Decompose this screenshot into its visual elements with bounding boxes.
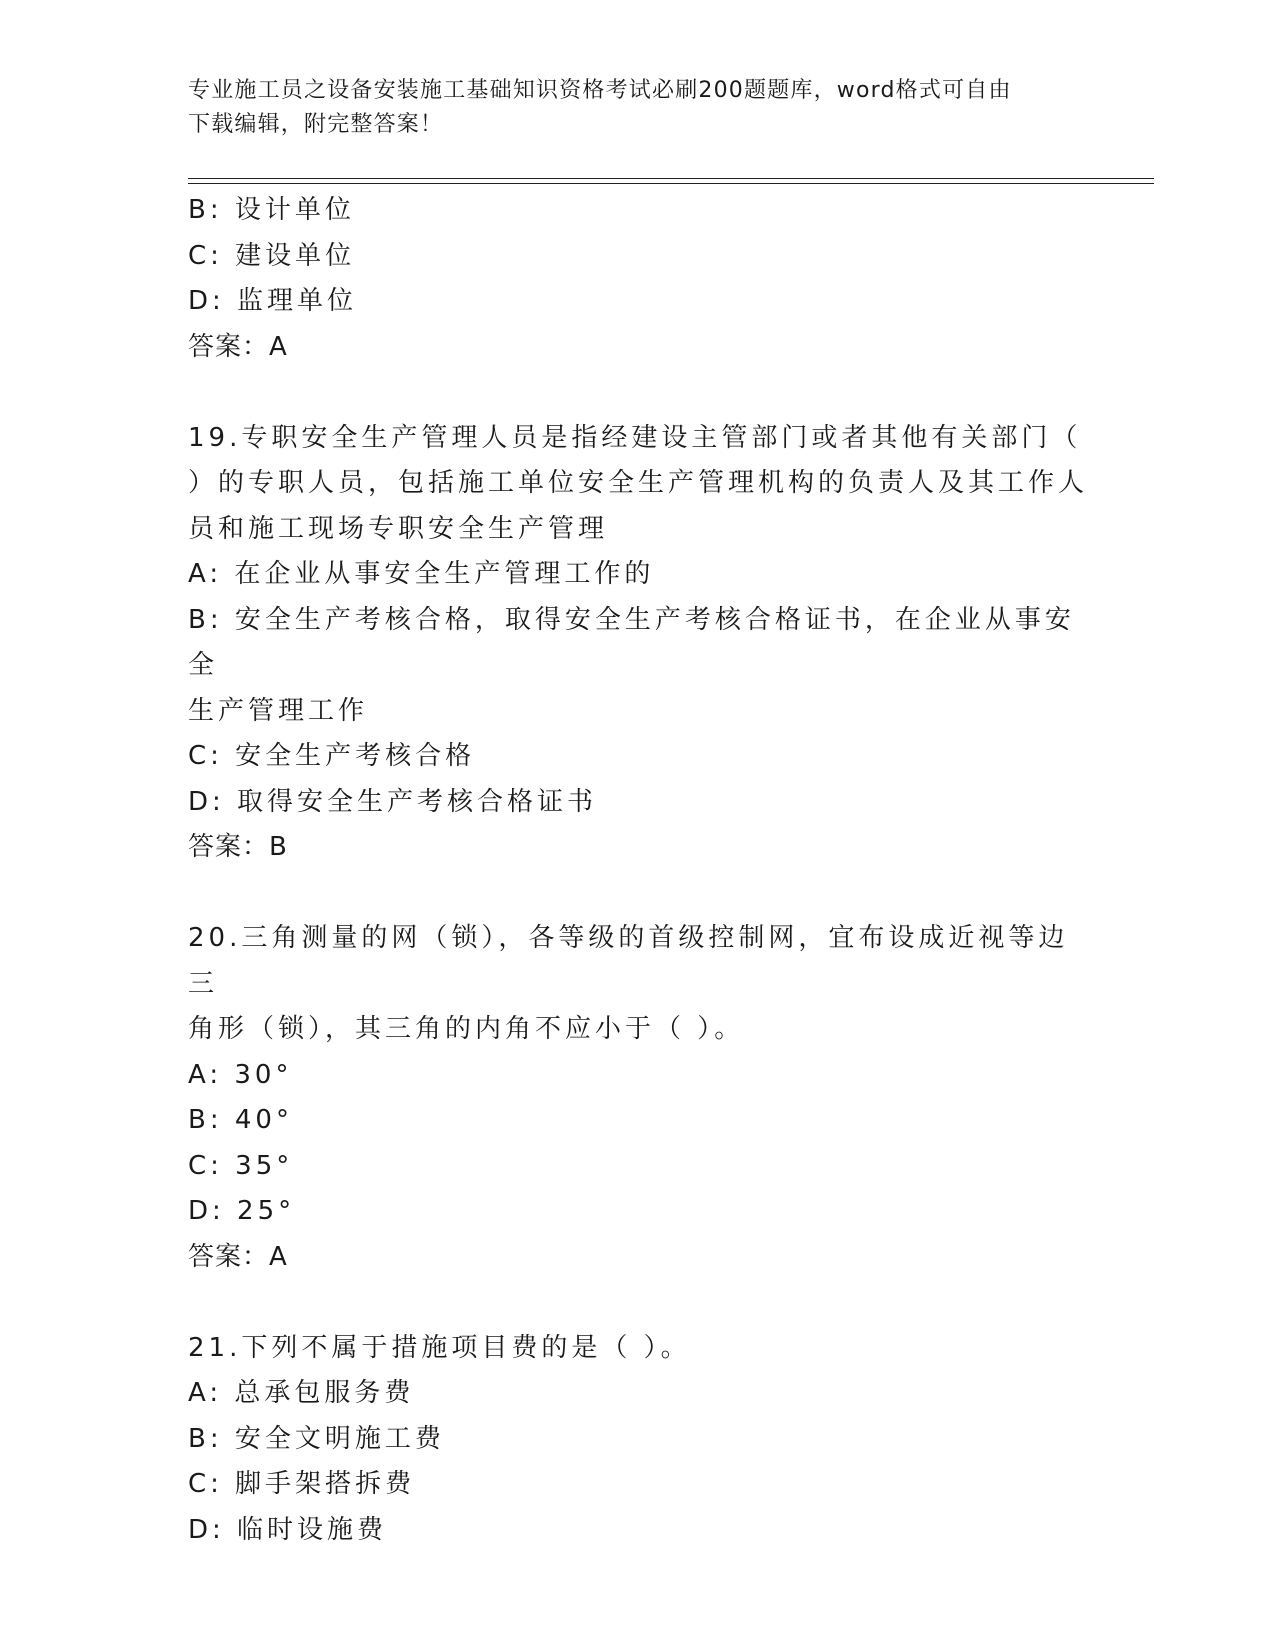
question-line: B: 40° xyxy=(188,1105,293,1135)
question-line: C: 35° xyxy=(188,1150,294,1181)
question-content xyxy=(188,188,1088,1553)
header-rule-bottom xyxy=(188,183,1154,184)
question-line: D: 临时设施费 xyxy=(188,1514,388,1545)
question-block xyxy=(188,416,1088,871)
question-line: B: 安全生产考核合格，取得安全生产考核合格证书，在企业从事安全 xyxy=(188,604,1075,680)
question-line: 21.下列不属于措施项目费的是（ ）。 xyxy=(188,1332,691,1363)
question-line: 生产管理工作 xyxy=(188,695,369,726)
document-header xyxy=(188,74,1068,142)
question-block xyxy=(188,1326,1088,1554)
header-line-1: 专业施工员之设备安装施工基础知识资格考试必刷200题题库，word格式可自由 xyxy=(188,78,1012,103)
question-block xyxy=(188,916,1088,1280)
question-line: A: 总承包服务费 xyxy=(188,1378,415,1408)
answer-line: 答案：B xyxy=(188,832,288,862)
header-rule-top xyxy=(188,178,1154,179)
block-spacer xyxy=(188,370,1088,416)
question-line: C: 脚手架搭拆费 xyxy=(188,1469,416,1499)
question-line: B: 安全文明施工费 xyxy=(188,1423,445,1454)
block-spacer xyxy=(188,871,1088,917)
question-block xyxy=(188,188,1088,370)
question-line: ）的专职人员，包括施工单位安全生产管理机构的负责人及其工作人 xyxy=(188,468,1089,498)
answer-line: 答案：A xyxy=(188,1241,288,1272)
header-line-2: 下载编辑，附完整答案！ xyxy=(188,112,444,137)
answer-line: 答案：A xyxy=(188,331,288,362)
question-line: A: 30° xyxy=(188,1059,293,1090)
question-line: D: 监理单位 xyxy=(188,286,358,316)
question-line: 角形（锁），其三角的内角不应小于（ ）。 xyxy=(188,1014,745,1044)
question-line: D: 25° xyxy=(188,1196,296,1226)
question-line: D: 取得安全生产考核合格证书 xyxy=(188,786,598,817)
block-spacer xyxy=(188,1280,1088,1326)
question-line: C: 安全生产考核合格 xyxy=(188,741,476,771)
question-line: B: 设计单位 xyxy=(188,195,355,225)
question-line: 19.专职安全生产管理人员是指经建设主管部门或者其他有关部门（ xyxy=(188,422,1082,453)
question-line: C: 建设单位 xyxy=(188,240,356,271)
question-line: 员和施工现场专职安全生产管理 xyxy=(188,513,609,544)
question-line: 20.三角测量的网（锁），各等级的首级控制网，宜布设成近视等边三 xyxy=(188,923,1069,999)
question-line: A: 在企业从事安全生产管理工作的 xyxy=(188,559,655,589)
